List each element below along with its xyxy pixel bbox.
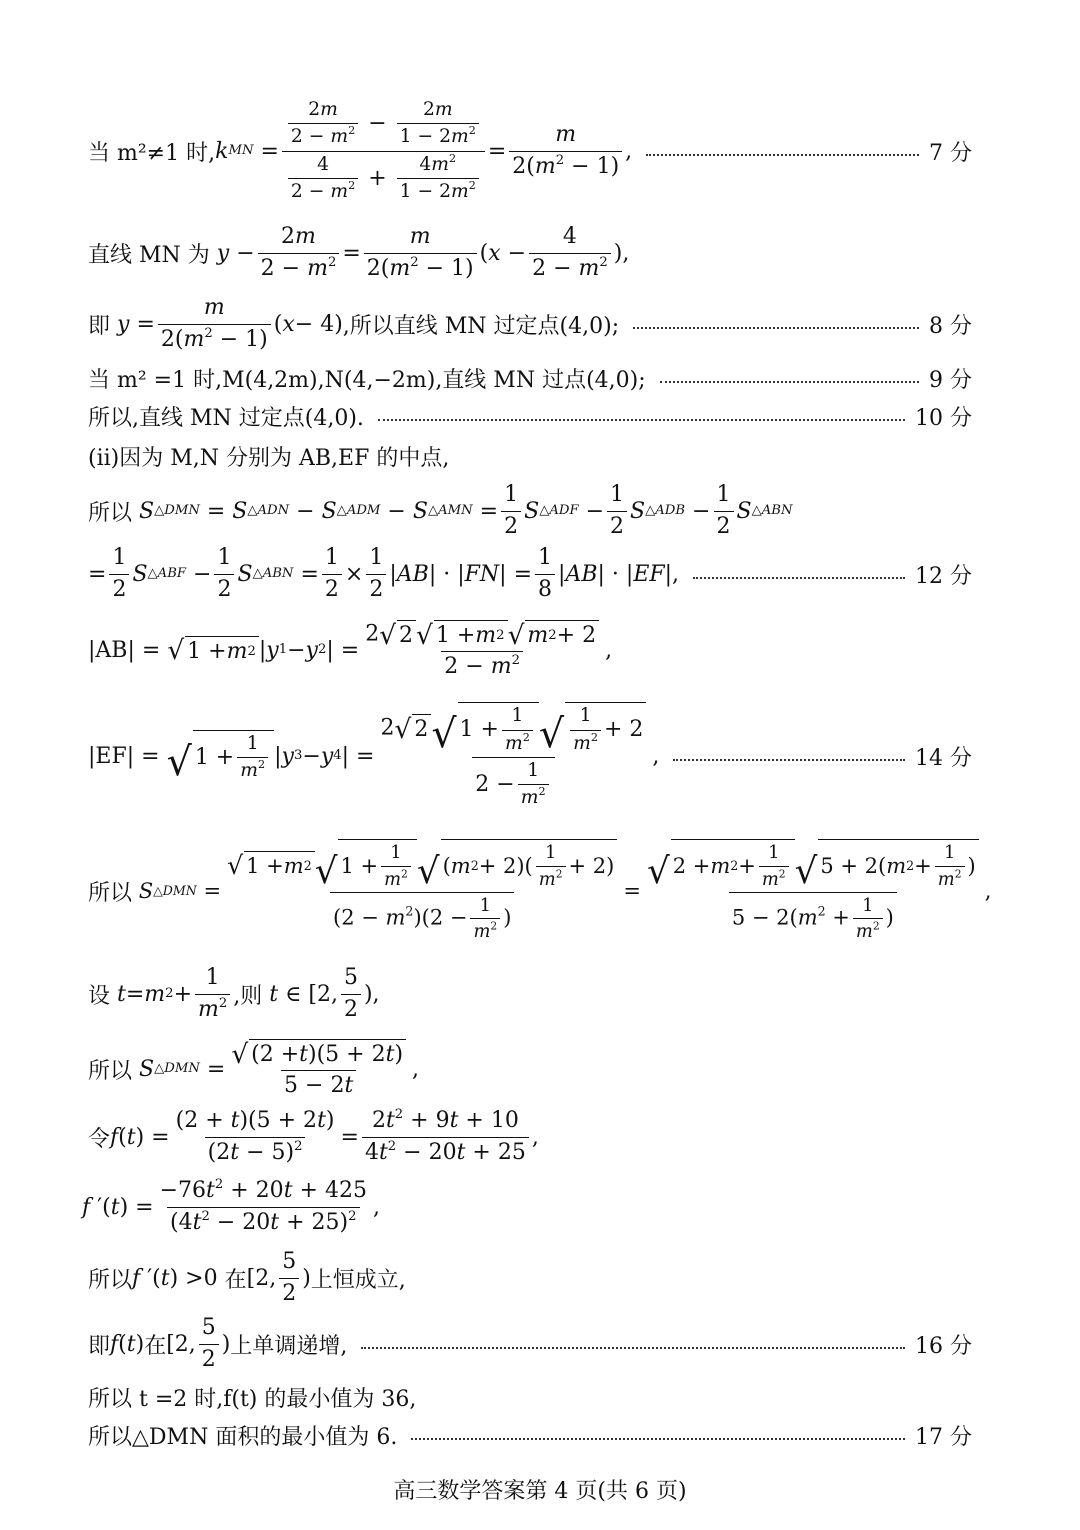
label-zai: 在	[224, 1267, 247, 1293]
line-text: 所以 t =2 时,f(t) 的最小值为 36,	[88, 1386, 417, 1412]
ab-formula: √ 1 + m 2 | y 1 − y 2 | = 2 √ 2 √ 1 + m 2 √ m 2 + 2 $2 - m^2$ ,	[167, 619, 613, 679]
line-mn-equation	[88, 222, 972, 284]
t-range: t ∈ [2, $\frac{5}{2}$ ),	[269, 965, 380, 1022]
line-text: (ⅱ)因为 M,N 分别为 AB,EF 的中点,	[88, 445, 450, 471]
line-ab-length	[88, 616, 972, 684]
area-formula-2: $\frac{1}{2}$ S △ABF − $\frac{1}{2}$ S △ABN = $\frac{1}{2}$ × $\frac{1}{2}$ | AB | · | FN | = $\frac{1}{8}$ | AB | · | EF |,	[106, 545, 679, 603]
score-label: 9 分	[929, 367, 972, 393]
line-kmn	[88, 92, 972, 210]
line-prefix: 设	[88, 983, 111, 1009]
score-label: 14 分	[915, 745, 972, 771]
leader-dots	[646, 154, 919, 156]
line-conclusion-1	[88, 400, 972, 432]
line-prefix: 所以	[88, 500, 133, 526]
kmn-formula: k MN = $\frac{2m}{2 - m^2}$ − $\frac{2m}{1 - 2m^2}$ $\frac{4}{2 - m^2}$ + $\frac{4m^2}{1 - 2m^2}$ = $\frac{m}{2(m^2 - 1)}$ ,	[215, 98, 633, 202]
leader-dots	[660, 381, 919, 383]
line-tail: ,则	[233, 983, 263, 1009]
leader-dots	[361, 1347, 905, 1349]
score-label: 10 分	[915, 405, 972, 431]
score-label: 12 分	[915, 563, 972, 589]
line-f-derivative	[82, 1178, 972, 1236]
line-area-in-t	[88, 1040, 972, 1098]
area-formula-1: S △DMN = S △ADN − S △ADM − S △AMN = $\frac{1}{2}$ S △ADF − $\frac{1}{2}$ S △ADB − $\frac{1}{2}$ S △ABN	[139, 482, 793, 539]
score-label: 8 分	[929, 313, 972, 339]
line-minimum-area	[88, 1418, 972, 1452]
leader-dots	[633, 327, 919, 329]
area-formula-3: S △DMN = √ 1 + m 2 √ 1 + $\frac{1}{m^2}$ √ ( m 2 + 2)( $\frac{1}{m^2}$ + 2) $(2 - m^2)(2$ − $\frac{1}{m^2}$ ) = √ 2 + m 2 + $\frac{1}{m^2}$ √ 5 + 2( m 2 + $\frac{1}{m^2}$ ) $5 - 2(m^2$ + $\frac{1}{m^2}$ ) ,	[132, 839, 991, 943]
score-label: 16 分	[915, 1333, 972, 1359]
line-fixed-point	[88, 296, 972, 352]
interval: [2, $\frac{5}{2}$ )	[166, 1315, 231, 1372]
line-f-definition	[88, 1108, 972, 1166]
derivative-condition: f ′( t ) >0	[132, 1265, 225, 1291]
line-ef-length	[88, 694, 972, 818]
line-text: 当 m² =1 时,M(4,2m),N(4,−2m),直线 MN 过点(4,0);	[88, 367, 646, 393]
line-prefix: 即	[88, 1333, 111, 1359]
line-tail: 上恒成立,	[310, 1267, 406, 1293]
label-zai: 在	[144, 1333, 167, 1359]
leader-dots	[693, 577, 905, 579]
line-prefix: 直线 MN 为	[88, 242, 210, 268]
t-definition: t = m 2 + $\frac{1}{m^2}$	[110, 965, 233, 1023]
score-label: 7 分	[929, 140, 972, 166]
line-prefix: 当 m²≠1 时,	[88, 140, 216, 166]
line-prefix: 所以	[88, 1267, 133, 1293]
line-derivative-positive	[88, 1250, 972, 1306]
line-prefix: 令	[88, 1126, 111, 1152]
line-prefix: 即	[88, 313, 111, 339]
line-tail: ,所以直线 MN 过定点(4,0);	[342, 313, 620, 339]
line-prefix: |AB| =	[88, 637, 161, 663]
mn-line-formula: y − $\frac{2m}{2 - m^2}$ = $\frac{m}{2(m^2 - 1)}$ ( x − $\frac{4}{2 - m^2}$ ),	[216, 224, 630, 281]
page-footer: 高三数学答案第 4 页(共 6 页)	[393, 1479, 687, 1504]
line-minimum-f	[88, 1380, 972, 1414]
line-substitution	[88, 964, 972, 1024]
line-prefix: |EF| =	[88, 743, 160, 769]
leader-dots	[411, 1438, 905, 1440]
line-prefix: =	[88, 561, 107, 587]
area-formula-t: S △DMN = √ (2 + t )(5 + 2 t ) 5 − 2t ,	[139, 1038, 420, 1098]
ef-formula: √ 1 + $\frac{1}{m^2}$ | y 3 − y 4 | = 2 √ 2 √ 1 + $\frac{1}{m^2}$ √ $\frac{1}{m^2}$ + 2 2 − $\frac{1}{m^2}$ ,	[160, 702, 660, 810]
f-formula: f ( t ) = $\frac{(2 + t)(5 + 2t)}{(2t - 5)^2}$ = $\frac{2t^2 + 9t + 10}{4t^2 - 20t + 25}$ ,	[110, 1106, 539, 1165]
leader-dots	[673, 759, 905, 761]
line-prefix: 所以	[88, 880, 133, 906]
f-of-t: f ( t )	[110, 1331, 145, 1357]
line-tail: 上单调递增,	[230, 1333, 348, 1359]
line-m-equals-one	[88, 362, 972, 394]
line-part-ii	[88, 440, 972, 472]
line-area-continue	[88, 544, 972, 604]
simplified-line: y = $\frac{m}{2(m^2 - 1)}$ ( x − 4)	[117, 295, 343, 352]
line-monotonic	[88, 1316, 972, 1372]
line-prefix: 所以	[88, 1058, 133, 1084]
score-label: 17 分	[915, 1424, 972, 1450]
line-text: 所以△DMN 面积的最小值为 6.	[88, 1424, 398, 1450]
leader-dots	[378, 419, 905, 421]
interval: [2, $\frac{5}{2}$ )	[246, 1249, 311, 1306]
f-prime-formula: f ′( t ) = $\frac{-76t^2 + 20t + 425}{(4t^2 - 20t + 25)^2}$ ,	[82, 1176, 380, 1235]
line-area-decompose	[88, 480, 972, 542]
line-area-expression	[88, 828, 992, 954]
line-text: 所以,直线 MN 过定点(4,0).	[88, 405, 364, 431]
